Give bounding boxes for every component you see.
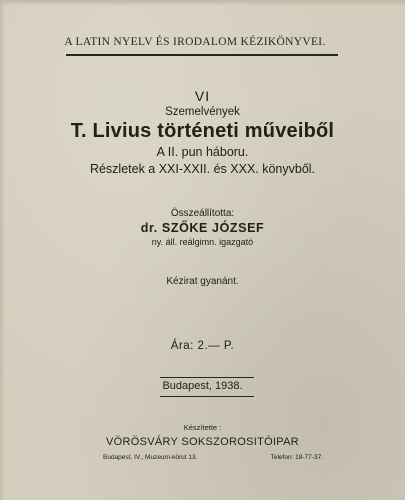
place-year: Budapest, 1938. xyxy=(162,380,243,392)
manuscript-note: Kézirat gyanánt. xyxy=(166,276,239,287)
series-underline xyxy=(66,54,338,56)
main-title: T. Livius történeti műveiből xyxy=(70,120,335,142)
printer-address: Budapest, IV., Muzeum-körut 13. xyxy=(103,454,198,461)
printer-name: VÖRÖSVÁRY SOKSZOROSITÓIPAR xyxy=(105,436,299,448)
paper-edge-top xyxy=(0,0,405,6)
subtitle-line-3: Részletek a XXI-XXII. és XXX. könyvből. xyxy=(89,162,316,176)
subtitle-line-2: A II. pun háboru. xyxy=(156,145,249,159)
subtitle-line-1: Szemelvények xyxy=(165,106,240,118)
compiled-by-label: Összeállította: xyxy=(170,208,235,219)
volume-number: VI xyxy=(194,88,211,104)
author-name: dr. SZŐKE JÓZSEF xyxy=(140,221,265,235)
printer-phone: Telefon: 18-77-37. xyxy=(270,454,323,461)
series-title: A LATIN NYELV ÉS IRODALOM KÉZIKÖNYVEI. xyxy=(64,36,326,48)
made-by-label: Készítette : xyxy=(183,423,222,432)
price: Ára: 2.— P. xyxy=(170,340,235,352)
place-rule-bottom xyxy=(160,396,254,397)
place-rule-top xyxy=(160,377,254,378)
author-title: ny. áll. reálgimn. igazgató xyxy=(151,237,254,247)
